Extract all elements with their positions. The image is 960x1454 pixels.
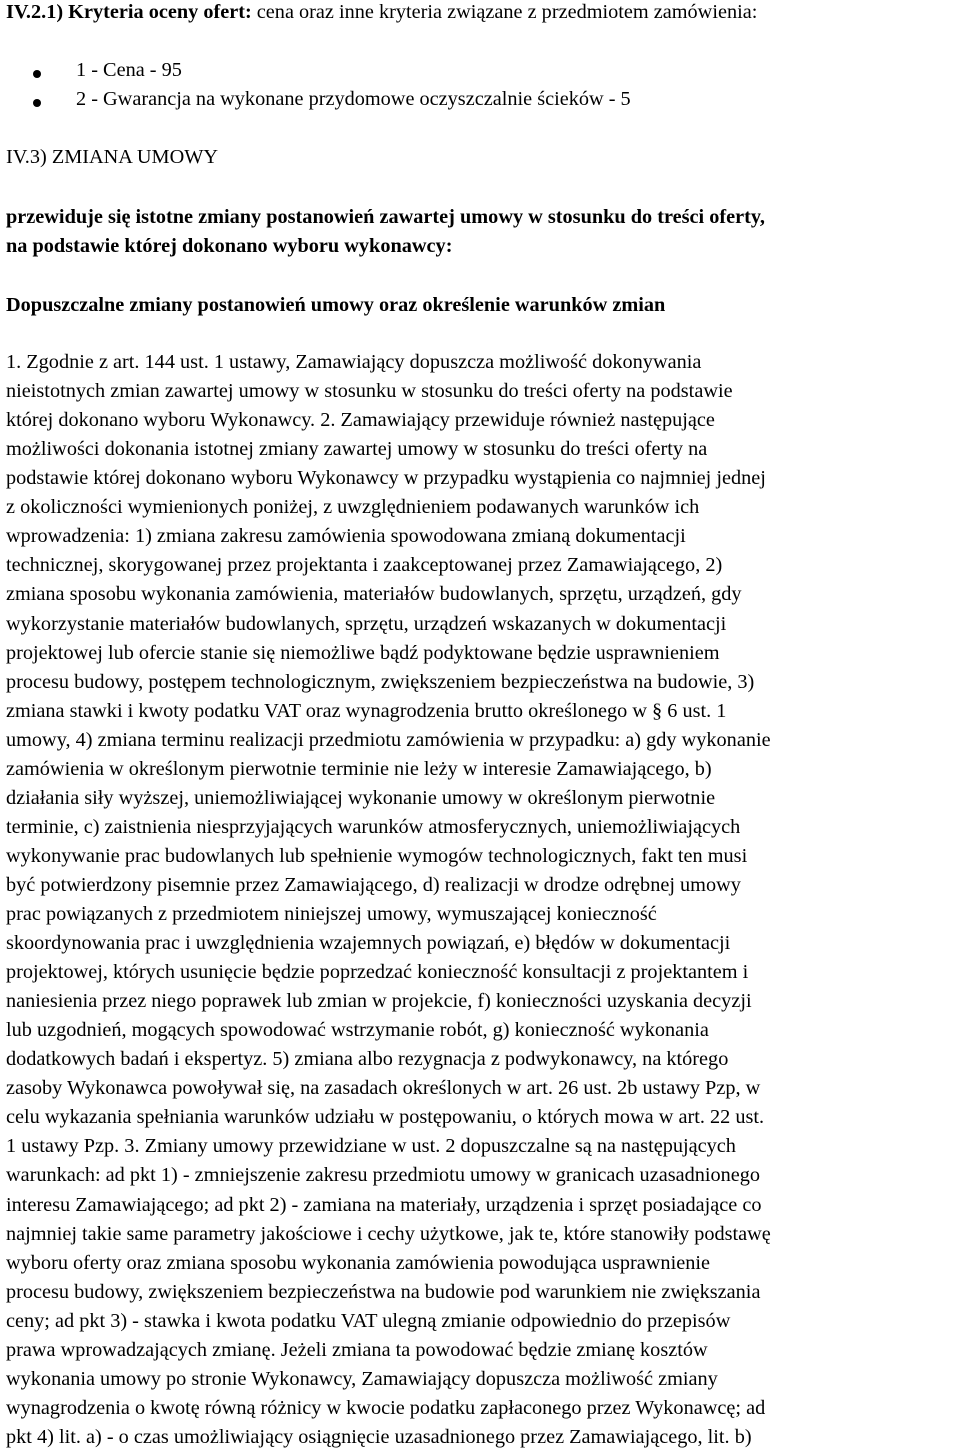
body-line: prawa wprowadzających zmianę. Jeżeli zmiana ta powodować będzie zmianę kosztów — [6, 1338, 708, 1361]
body-line: projektowej lub ofercie stanie się niemożliwe bądź podyktowane będzie usprawnieniem — [6, 641, 720, 664]
body-line: celu wykazania spełniania warunków udziału w postępowaniu, o których mowa w art. 22 ust. — [6, 1106, 765, 1129]
body-line: zasoby Wykonawca powoływał się, na zasadach określonych w art. 26 ust. 2b ustawy Pzp, w — [6, 1077, 761, 1100]
body-line: nieistotnych zmian zawartej umowy w stosunku w stosunku do treści oferty na podstawie — [6, 380, 733, 403]
body-line: wykorzystanie materiałów budowlanych, sprzętu, urządzeń wskazanych w dokumentacji — [6, 612, 727, 635]
criteria-heading-label: IV.2.1) Kryteria oceny ofert: — [6, 1, 252, 23]
body-line: warunkach: ad pkt 1) - zmniejszenie zakresu przedmiotu umowy w granicach uzasadnionego — [6, 1164, 761, 1187]
bullet-icon — [33, 99, 41, 107]
list-item: 2 - Gwarancja na wykonane przydomowe oczyszczalnie ścieków - 5 — [76, 88, 631, 110]
body-line: projektowej, których usunięcie będzie poprzedzać konieczność konsultacji z projektantem i — [6, 961, 749, 984]
body-line: ceny; ad pkt 3) - stawka i kwota podatku VAT ulegną zmianie odpowiednio do przepisów — [6, 1309, 731, 1332]
criteria-heading — [6, 0, 757, 27]
body-line: terminie, c) zaistnienia niesprzyjających warunków atmosferycznych, uniemożliwiających — [6, 815, 741, 838]
criteria-heading-text: cena oraz inne kryteria związane z przedmiotem zamówienia: — [251, 1, 758, 23]
body-line: 1. Zgodnie z art. 144 ust. 1 ustawy, Zamawiający dopuszcza możliwość dokonywania — [6, 351, 702, 373]
body-line: możliwości dokonania istotnej zmiany zawartej umowy w stosunku do treści oferty na — [6, 438, 708, 461]
list-item: 1 - Cena - 95 — [76, 59, 182, 81]
body-line: procesu budowy, zwiększeniem bezpieczeństwa na budowie pod warunkiem nie zwiększania — [6, 1280, 761, 1303]
body-line: dodatkowych badań i ekspertyz. 5) zmiana albo rezygnacja z podwykonawcy, na którego — [6, 1048, 729, 1071]
body-line: wprowadzenia: 1) zmiana zakresu zamówienia spowodowana zmianą dokumentacji — [6, 525, 686, 548]
body-line: prac powiązanych z przedmiotem niniejszej umowy, wymuszającej konieczność — [6, 903, 657, 925]
body-line: wyboru oferty oraz zmiana sposobu wykonania zamówienia powodująca usprawnienie — [6, 1251, 710, 1274]
section-heading: IV.3) ZMIANA UMOWY — [6, 146, 219, 168]
body-line: wykonania umowy po stronie Wykonawcy, Zamawiający dopuszcza możliwość zmiany — [6, 1367, 718, 1390]
intro-line: przewiduje się istotne zmiany postanowień zawartej umowy w stosunku do treści oferty, — [6, 206, 765, 228]
body-line: podstawie której dokonano wyboru Wykonawcy w przypadku wystąpienia co najmniej jednej — [6, 467, 766, 490]
body-line: umowy, 4) zmiana terminu realizacji przedmiotu zamówienia w przypadku: a) gdy wykonanie — [6, 728, 771, 751]
subheading: Dopuszczalne zmiany postanowień umowy oraz określenie warunków zmian — [6, 294, 666, 316]
body-line: zmiana sposobu wykonania zamówienia, materiałów budowlanych, sprzętu, urządzeń, gdy — [6, 583, 742, 606]
body-line: lub uzgodnień, mogących spowodować wstrzymanie robót, g) konieczność wykonania — [6, 1019, 709, 1042]
body-line: zmiana stawki i kwoty podatku VAT oraz wynagrodzenia brutto określonego w § 6 ust. 1 — [6, 699, 727, 722]
body-line: pkt 4) lit. a) - o czas umożliwiający osiągnięcie uzasadnionego przez Zamawiającego, lit. b) — [6, 1425, 752, 1448]
body-line: wykonywanie prac budowlanych lub spełnienie wymogów technologicznych, fakt ten musi — [6, 844, 748, 867]
body-line: być potwierdzony pisemnie przez Zamawiającego, d) realizacji w drodze odrębnej umowy — [6, 873, 741, 896]
body-line: 1 ustawy Pzp. 3. Zmiany umowy przewidziane w ust. 2 dopuszczalne są na następujących — [6, 1135, 736, 1158]
body-line: której dokonano wyboru Wykonawcy. 2. Zamawiający przewiduje również następujące — [6, 409, 715, 432]
bullet-icon — [33, 70, 41, 78]
body-line: procesu budowy, postępem technologicznym, zwiększeniem bezpieczeństwa na budowie, 3) — [6, 670, 755, 693]
body-line: wynagrodzenia o kwotę równą różnicy w kwocie podatku zapłaconego przez Wykonawcę; ad — [6, 1396, 766, 1419]
body-line: interesu Zamawiającego; ad pkt 2) - zamiana na materiały, urządzenia i sprzęt posiadające co — [6, 1193, 762, 1216]
body-line: technicznej, skorygowanej przez projektanta i zaakceptowanej przez Zamawiającego, 2) — [6, 554, 723, 577]
body-line: działania siły wyższej, uniemożliwiającej wykonanie umowy w określonym pierwotnie — [6, 786, 716, 809]
body-line: z okoliczności wymienionych poniżej, z uwzględnieniem podawanych warunków ich — [6, 496, 700, 519]
body-line: skoordynowania prac i uwzględnienia wzajemnych powiązań, e) błędów w dokumentacji — [6, 932, 731, 954]
body-line: najmniej takie same parametry jakościowe i cechy użytkowe, jak te, które stanowiły podstawę — [6, 1222, 771, 1245]
body-line: zamówienia w określonym pierwotnie terminie nie leży w interesie Zamawiającego, b) — [6, 757, 712, 780]
body-line: naniesienia przez niego poprawek lub zmian w projekcie, f) konieczności uzyskania decyzji — [6, 990, 752, 1013]
intro-line: na podstawie której dokonano wyboru wykonawcy: — [6, 235, 453, 257]
